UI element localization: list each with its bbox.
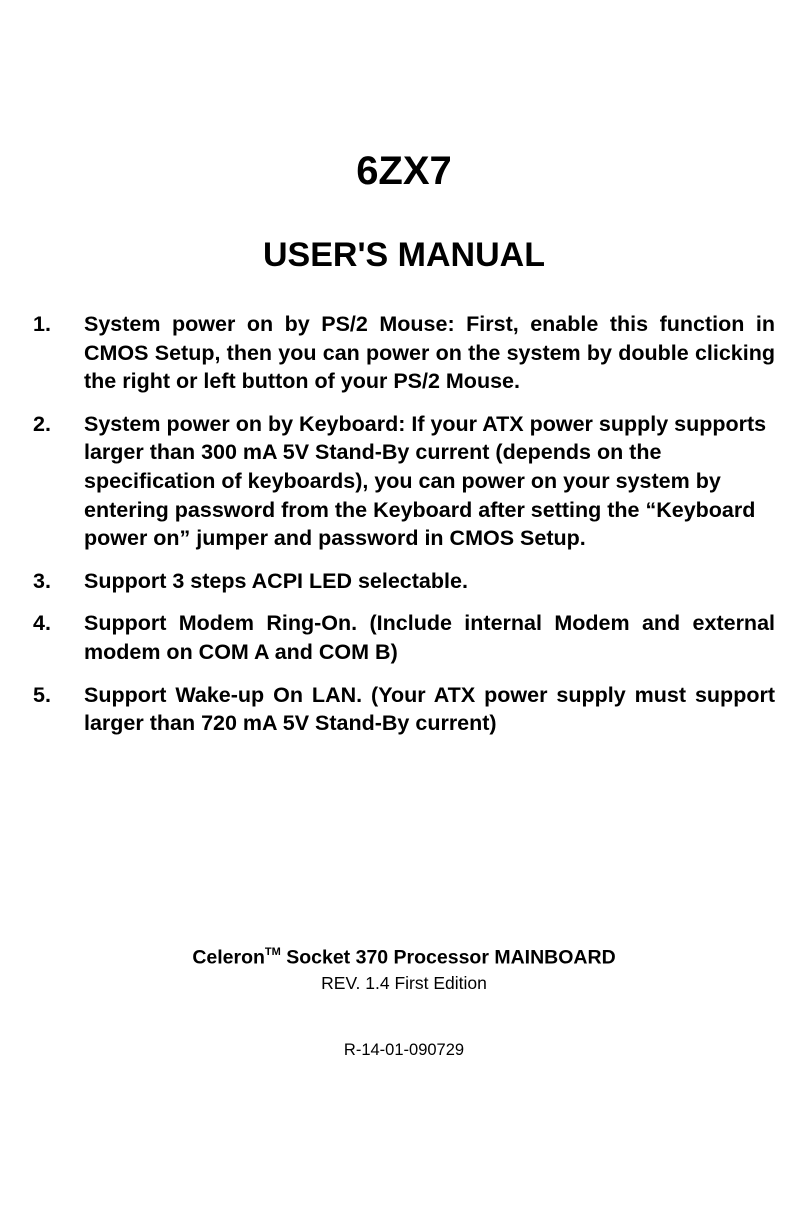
feature-item: [33, 410, 775, 553]
feature-number: 3.: [33, 568, 51, 593]
trademark-mark: TM: [264, 946, 281, 958]
revision-line: REV. 1.4 First Edition: [321, 973, 487, 993]
feature-text: Support Wake-up On LAN. (Your ATX power supply must support larger than 720 mA 5V Stand-By current): [84, 682, 775, 736]
manual-title: USER'S MANUAL: [263, 236, 545, 274]
feature-item: [33, 681, 775, 738]
feature-number: 1.: [33, 312, 51, 336]
feature-item: [33, 609, 775, 666]
feature-text: Support 3 steps ACPI LED selectable.: [84, 568, 468, 593]
feature-number: 5.: [33, 682, 51, 707]
model-title: 6ZX7: [356, 149, 452, 193]
product-line: [0, 939, 808, 972]
feature-item: [33, 310, 775, 396]
feature-text: System power on by Keyboard: If your ATX power supply supports larger than 300 mA 5V Stand-By current (depends on the specification of keyboards), you can power on your system by entering password from the Keyboard after setting the “Keyboard power on” jumper and password in CMOS Setup.: [84, 411, 767, 551]
feature-item: [33, 567, 775, 596]
feature-number: 2.: [33, 411, 51, 436]
product-description: Socket 370 Processor MAINBOARD: [280, 946, 616, 969]
feature-number: 4.: [33, 611, 51, 636]
document-code: R-14-01-090729: [343, 1041, 465, 1059]
feature-text: Support Modem Ring-On. (Include internal Modem and external modem on COM A and COM B): [84, 611, 775, 664]
feature-list: [33, 310, 775, 752]
feature-text: System power on by PS/2 Mouse: First, enable this function in CMOS Setup, then you can power on the system by double clicking the right or left button of your PS/2 Mouse.: [84, 312, 775, 394]
brand-name: Celeron: [192, 946, 265, 969]
